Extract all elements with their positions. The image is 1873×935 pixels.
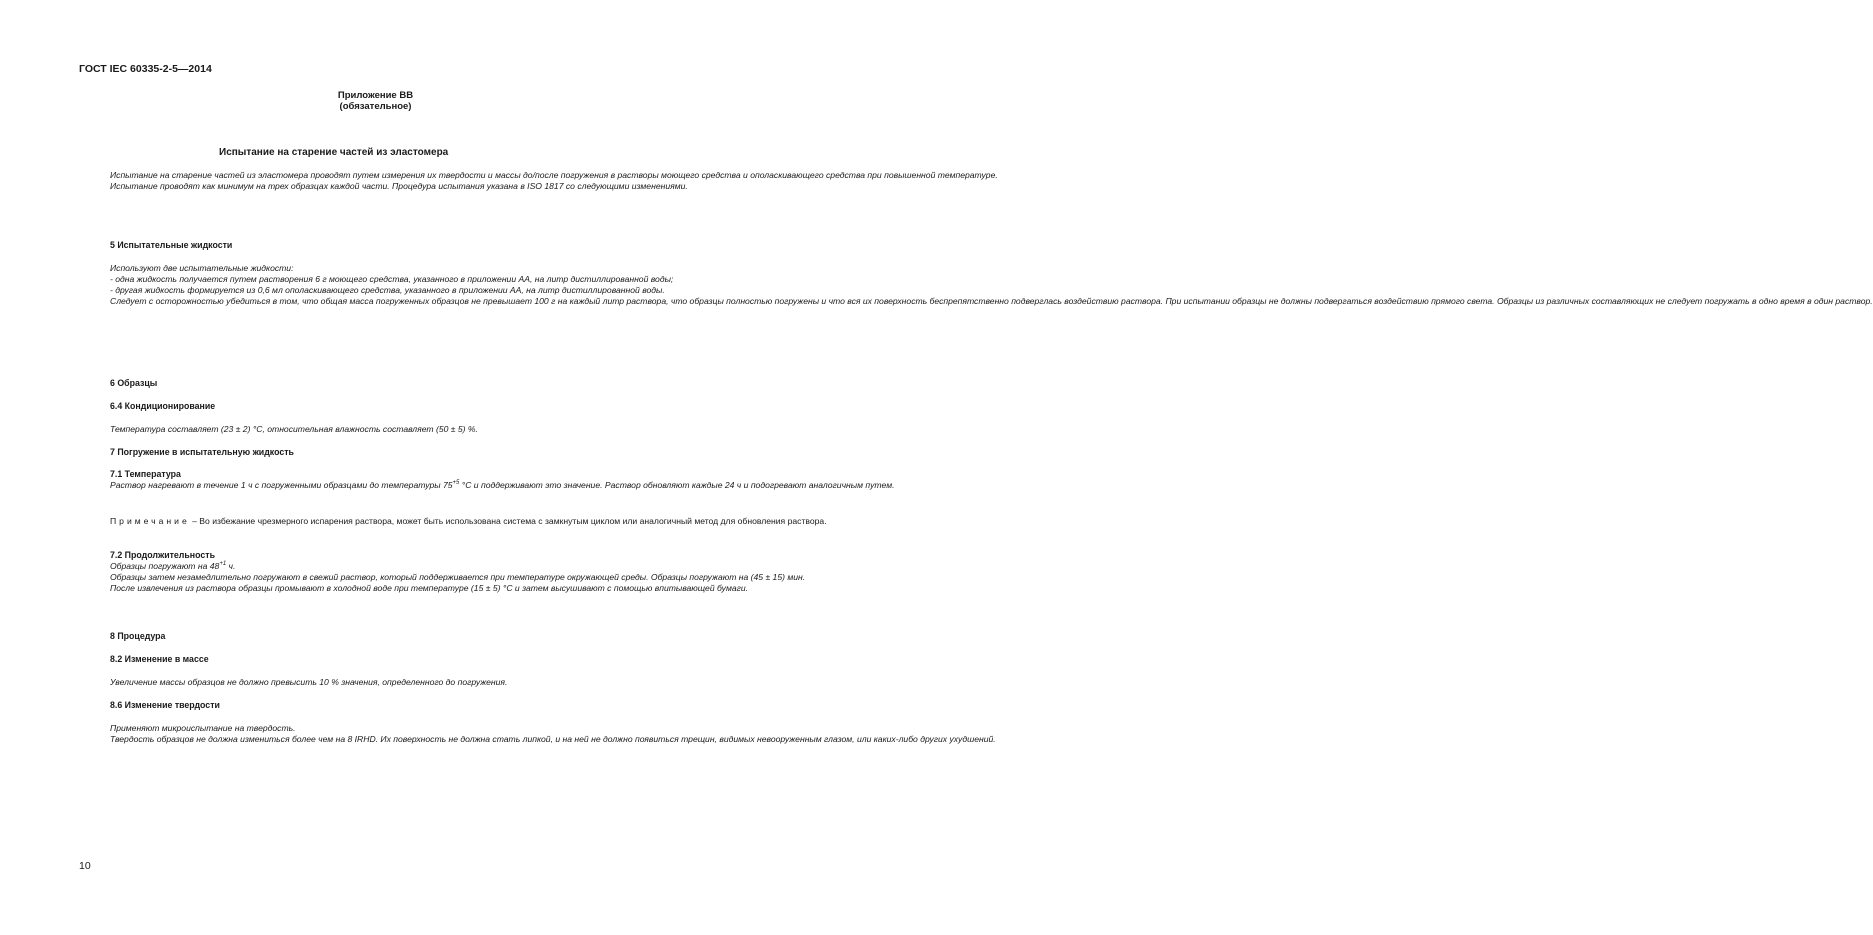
section-8-6-paragraph: Применяют микроиспытание на твердость. bbox=[110, 723, 296, 733]
section-8-2-paragraph: Увеличение массы образцов не должно превысить 10 % значения, определенного до погружения. bbox=[110, 677, 508, 687]
page-number: 10 bbox=[79, 860, 91, 872]
section-6-4-heading: 6.4 Кондиционирование bbox=[110, 401, 216, 411]
section-5-paragraph: - одна жидкость получается путем растворения 6 г моющего средства, указанного в приложении АА, на литр дистиллированной воды; bbox=[110, 274, 674, 284]
section-7-1-heading: 7.1 Температура bbox=[110, 469, 181, 479]
section-7-2-paragraph bbox=[79, 561, 614, 572]
annex-title: Приложение ВВ bbox=[337, 90, 414, 101]
section-7-1-body bbox=[79, 480, 895, 491]
note-label: Примечание bbox=[110, 516, 190, 526]
note-text: – Во избежание чрезмерного испарения раствора, может быть использована система с замкнутым циклом или аналогичный метод для обновления раствора. bbox=[189, 516, 827, 526]
section-8-6-body bbox=[79, 723, 996, 745]
section-5-heading: 5 Испытательные жидкости bbox=[110, 240, 233, 250]
text-run: Раствор нагревают в течение 1 ч с погруженными образцами до температуры 75 bbox=[110, 480, 453, 490]
note-paragraph bbox=[79, 516, 827, 527]
text-run: Образцы погружают на 48 bbox=[110, 561, 220, 571]
intro-paragraph-2: Испытание проводят как минимум на трех образцах каждой части. Процедура испытания указана в ISO 1817 со следующими изменениями. bbox=[110, 181, 688, 191]
text-run: ч. bbox=[226, 561, 236, 571]
section-6-heading: 6 Образцы bbox=[110, 378, 158, 388]
document-title: Испытание на старение частей из эластомера bbox=[219, 147, 449, 158]
section-5-body bbox=[79, 263, 1873, 307]
section-7-2-heading: 7.2 Продолжительность bbox=[110, 550, 215, 560]
section-8-6-heading: 8.6 Изменение твердости bbox=[110, 700, 220, 710]
note-block bbox=[79, 516, 827, 527]
section-8-2-body bbox=[79, 677, 614, 688]
section-8-2-heading: 8.2 Изменение в массе bbox=[110, 654, 209, 664]
annex-subtitle: (обязательное) bbox=[339, 101, 412, 112]
intro-paragraph-1: Испытание на старение частей из эластомера проводят путем измерения их твердости и массы до/после погружения в растворы моющего средства и ополаскивающего средства при повышенной температуре. bbox=[110, 170, 998, 180]
section-7-2-body bbox=[79, 561, 806, 594]
document-header: ГОСТ IEC 60335-2-5—2014 bbox=[79, 63, 212, 75]
section-7-2-paragraph: После извлечения из раствора образцы промывают в холодной воде при температуре (15 ± 5) °С и затем высушивают с помощью впитывающей бумаги. bbox=[110, 583, 749, 593]
section-7-heading: 7 Погружение в испытательную жидкость bbox=[110, 447, 294, 457]
section-6-4-paragraph: Температура составляет (23 ± 2) °С, относительная влажность составляет (50 ± 5) %. bbox=[110, 424, 478, 434]
text-run: °С и поддерживают это значение. Раствор обновляют каждые 24 ч и подогревают аналогичным путем. bbox=[459, 480, 895, 490]
section-8-6-paragraph: Твердость образцов не должна измениться более чем на 8 IRHD. Их поверхность не должна стать липкой, и на ней не должно появиться трещин, видимых невооруженным глазом, или каких-либо других ухудшений. bbox=[110, 734, 996, 744]
section-8-heading: 8 Процедура bbox=[110, 631, 166, 641]
section-5-paragraph: Следует с осторожностью убедиться в том, что общая масса погруженных образцов не превышает 100 г на каждый литр раствора, что образцы полностью погружены и что вся их поверхность беспрепятственно подверглась воздействию раствора. При испытании образцы не должны подвергаться воздействию прямого света. Образцы из различных составляющих не следует погружать в одно время в один раствор. bbox=[110, 296, 1873, 306]
section-7-2-paragraph: Образцы затем незамедлительно погружают в свежий раствор, который поддерживается при температуре окружающей среды. Образцы погружают на (45 ± 15) мин. bbox=[110, 572, 806, 582]
section-5-paragraph: - другая жидкость формируется из 0,6 мл ополаскивающего средства, указанного в приложении АА, на литр дистиллированной воды. bbox=[110, 285, 665, 295]
tolerance-superscript: +5 bbox=[452, 480, 460, 486]
intro-block bbox=[79, 170, 998, 192]
section-6-4-body bbox=[79, 424, 614, 435]
section-7-1-paragraph bbox=[79, 480, 895, 491]
section-5-paragraph: Используют две испытательные жидкости: bbox=[110, 263, 294, 273]
tolerance-superscript: +1 bbox=[219, 561, 227, 567]
